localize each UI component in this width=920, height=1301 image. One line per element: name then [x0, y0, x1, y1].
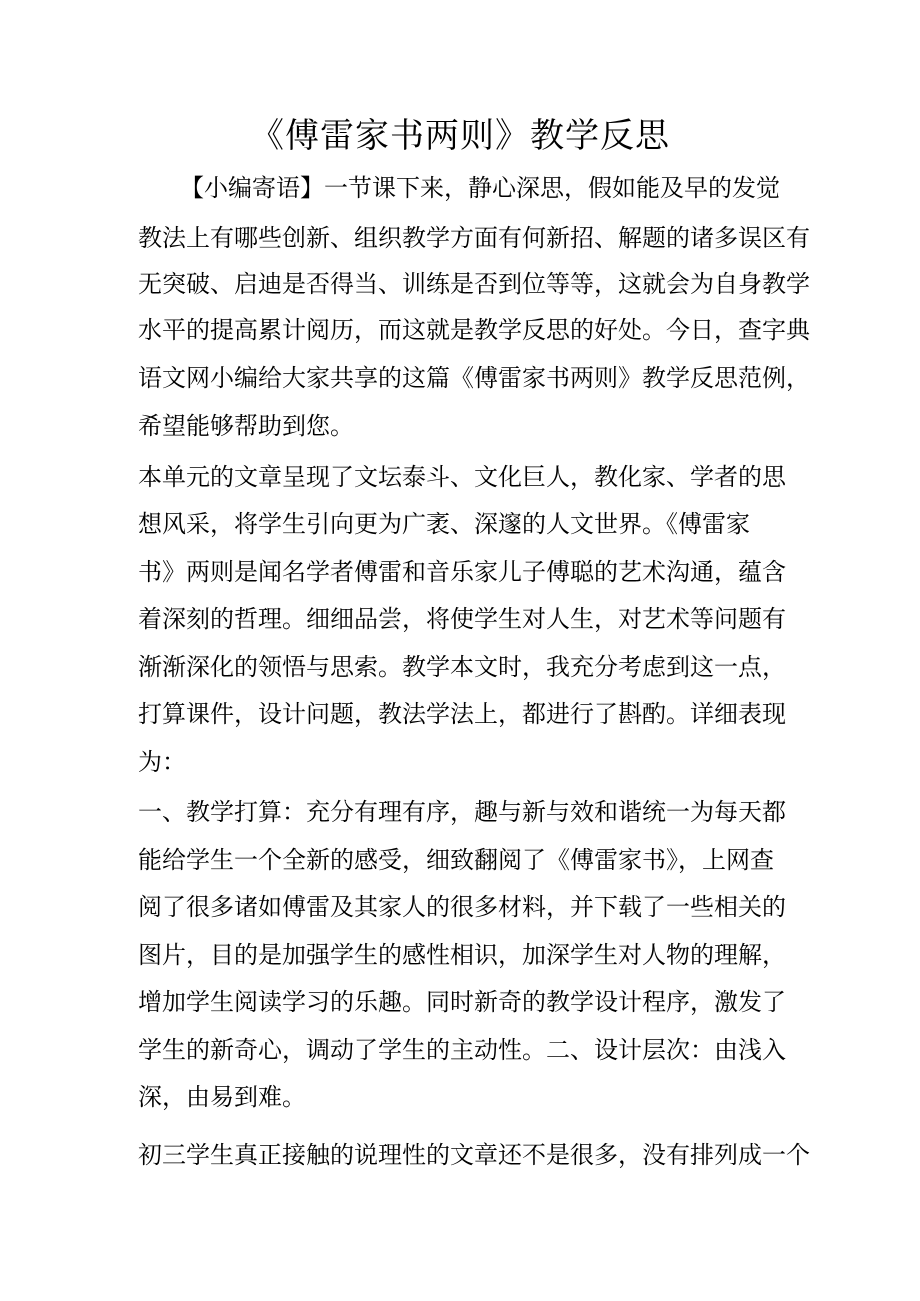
text-line: 希望能够帮助到您。 [138, 412, 354, 440]
text-line: 图片，目的是加强学生的感性相识，加深学生对人物的理解， [138, 941, 786, 969]
text-line: 想风采，将学生引向更为广袤、深邃的人文世界。《傅雷家 [138, 510, 750, 538]
text-line: 语文网小编给大家共享的这篇《傅雷家书两则》教学反思范例， [138, 364, 810, 392]
text-line: 打算课件，设计问题，教法学法上，都进行了斟酌。详细表现 [138, 700, 786, 728]
text-line: 为： [138, 748, 186, 776]
text-line: 增加学生阅读学习的乐趣。同时新奇的教学设计程序，激发了 [138, 988, 786, 1016]
text-line: 本单元的文章呈现了文坛泰斗、文化巨人，教化家、学者的思 [138, 463, 786, 491]
text-line: 渐渐深化的领悟与思索。教学本文时，我充分考虑到这一点， [138, 653, 786, 681]
text-line: 能给学生一个全新的感受，细致翻阅了《傅雷家书》，上网查 [138, 846, 774, 874]
text-line: 着深刻的哲理。细细品尝，将使学生对人生，对艺术等问题有 [138, 605, 786, 633]
text-line: 深，由易到难。 [138, 1083, 306, 1111]
text-line: 书》两则是闻名学者傅雷和音乐家儿子傅聪的艺术沟通，蕴含 [138, 558, 786, 586]
text-line: 阅了很多诸如傅雷及其家人的很多材料，并下载了一些相关的 [138, 893, 786, 921]
text-line: 【小编寄语】一节课下来，静心深思，假如能及早的发觉 [180, 174, 780, 202]
text-line: 水平的提高累计阅历，而这就是教学反思的好处。今日，查字典 [138, 316, 810, 344]
text-line: 一、教学打算：充分有理有序，趣与新与效和谐统一为每天都 [138, 798, 786, 826]
text-line: 教法上有哪些创新、组织教学方面有何新招、解题的诸多误区有 [138, 224, 810, 252]
text-line: 学生的新奇心，调动了学生的主动性。二、设计层次：由浅入 [138, 1036, 786, 1064]
text-line: 初三学生真正接触的说理性的文章还不是很多，没有排列成一个 [138, 1141, 810, 1169]
text-line: 无突破、启迪是否得当、训练是否到位等等，这就会为自身教学 [138, 270, 810, 298]
document-title: 《傅雷家书两则》教学反思 [250, 116, 670, 156]
